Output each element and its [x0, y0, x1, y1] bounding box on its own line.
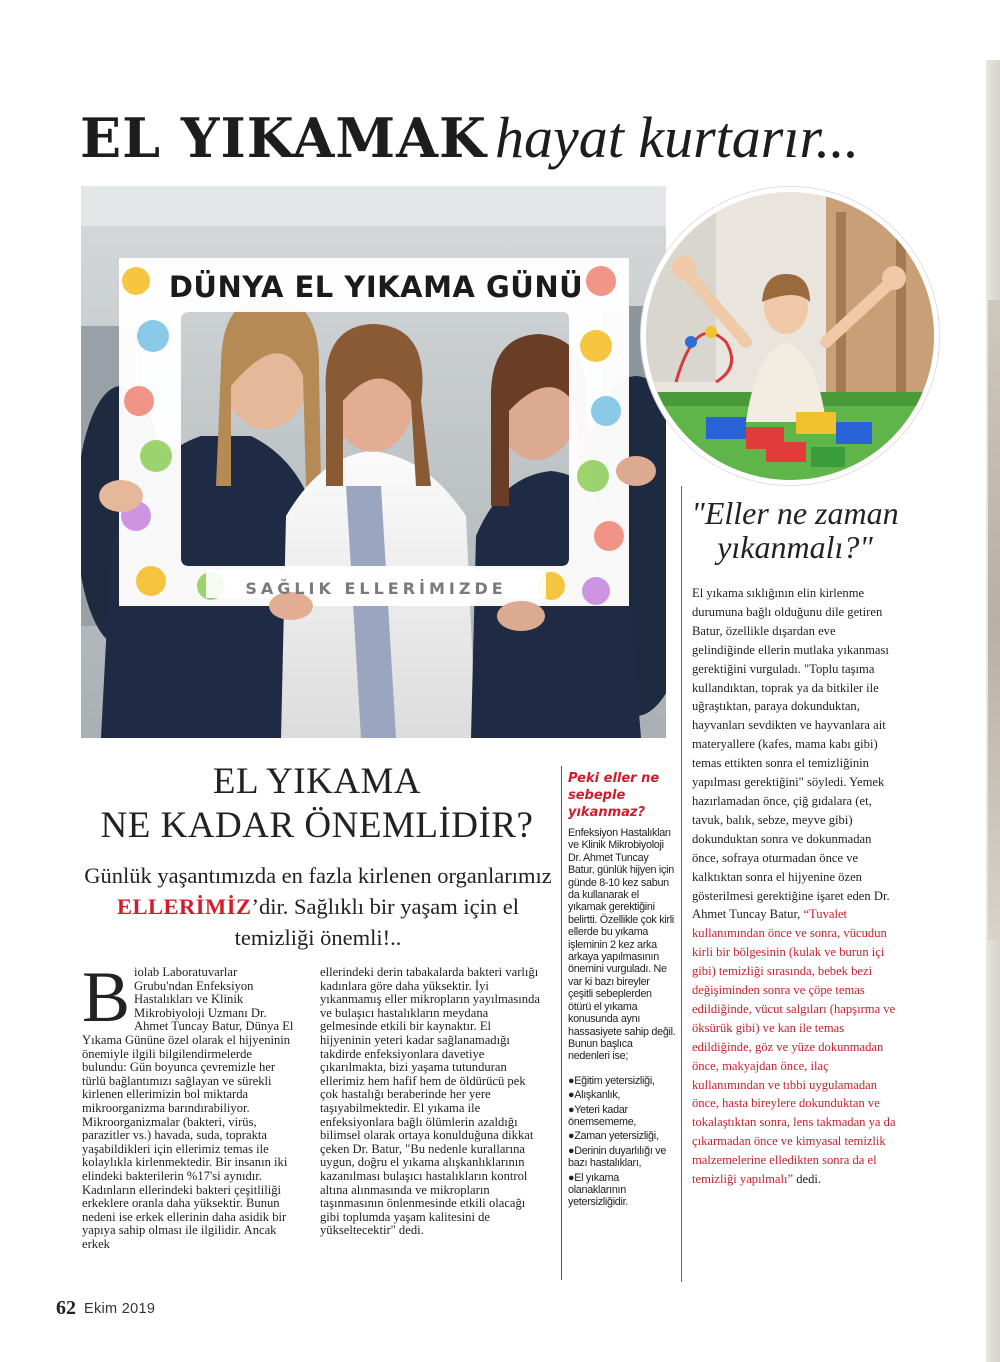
main-photo — [81, 186, 666, 738]
lead-part1: Günlük yaşantımızda en fazla kirlenen organlarımız — [84, 863, 552, 888]
list-item: ●Eğitim yetersizliği, — [568, 1074, 655, 1087]
list-item: ●El yıkama olanaklarının yetersizliğidir. — [568, 1171, 629, 1209]
drop-cap: B — [82, 957, 131, 1037]
right-column-body — [692, 584, 897, 1189]
body-column-2: ellerindeki derin tabakalarda bakteri varlığı kadınlara göre daha yüksektir. İyi yıkanmamış eller mikropların yayılmasında ve bulaşıcı hastalıkların meydana gelmesinde etkili bir kaynaktır. El hijyeninin yeteri kadar sağlanamadığı takdirde enfeksiyonlara davetiye çıkarılmakta, bizi yaşama tutunduran ellerimiz hem hafif hem de öldürücü pek çok hastalığı beraberinde her yere taşıyabilmektedir. El yıkama ile enfeksiyonlara bağlı ölümlerin azaldığı bilimsel olarak ortaya konulduğuna dikkat çeken Dr. Batur, "Bu nedenle kurallarına uygun, doğru el yıkama alışkanlıklarının kazanılması bulaşıcı hastalıkların kontrol altına alınmasında ve mikropların taşınmasının önlenmesinde etkili olacağı gibi toplumda yaşam kalitesini de yükseltecektir" dedi. — [320, 965, 540, 1238]
list-item: ●Derinin duyarlılığı ve bazı hastalıkları, — [568, 1144, 667, 1170]
section-heading-line1: EL YIKAMA — [212, 761, 422, 802]
right-column-text2: dedi. — [793, 1172, 822, 1187]
frame-top-text: DÜNYA EL YIKAMA GÜNÜ — [168, 270, 584, 304]
section-heading — [82, 760, 552, 848]
issue-date: Ekim 2019 — [84, 1301, 156, 1317]
right-column-rule — [681, 486, 682, 1282]
sidebar-title: Peki eller ne sebeple yıkanmaz? — [568, 771, 660, 820]
lead-paragraph — [82, 860, 554, 953]
headline-italic: hayat kurtarır... — [494, 105, 860, 170]
headline-bold: EL YIKAMAK — [80, 106, 487, 170]
frame-bottom-text: SAĞLIK ELLERİMIZDE — [245, 579, 507, 598]
right-column-text1: El yıkama sıklığının elin kirlenme durumuna bağlı olduğunu dile getiren Batur, özellikle dışardan eve gelindiğinde ellerin mutlaka yıkanması gerektiğini vurguladı. "Toplu taşıma kullandıktan, toprak ya da bitkiler ile uğraştıktan, paraya dokunduktan, hayvanları sevdikten ve hayvanlara ait materyallere (kafes, mama kabı gibi) temas ettikten sonra el temizliğinin yapılması gerektiğini" söyledi. Yemek hazırlamadan önce, çiğ gıdalara (et, tavuk, balık, sebze, meyve gibi) dokunduktan sonra ve dokunmadan önce, sofraya oturmadan önce ve kalktıktan sonra el hijyenine özen gösterilmesi gerektiğine işaret eden Dr. Ahmet Tuncay Batur, — [692, 586, 890, 922]
sidebar-box — [568, 770, 676, 1211]
list-item: ●Zaman yetersizliği, — [568, 1130, 659, 1143]
adjacent-page-image-edge — [988, 300, 1000, 940]
right-column-red-quote: “Tuvalet kullanımından önce ve sonra, vücudun kirli bir bölgesinin (kulak ve burun içi gibi) temizliği sırasında, bebek bezi değişiminden sonra ve çöpe temas edildiğinde, vücut salgıları (hapşırma ve öksürük gibi) ve kan ile temas edildiğinde, göz ve yüze dokunmadan önce, makyajdan önce, ilaç kullanımından ve tıbbi uygulamadan önce, hasta bireylere dokunduktan ve tokalaştıktan sonra, lens takmadan ya da çıkarmadan önce ve kimyasal temizlik malzemelerine elledikten sonra da el temizliği yapılmalı” — [692, 907, 896, 1187]
sidebar-list — [568, 1075, 676, 1209]
section-heading-line2: NE KADAR ÖNEMLİDİR? — [100, 805, 534, 846]
child-photo — [641, 187, 939, 485]
lead-highlight: ELLERİMİZ — [117, 894, 252, 919]
child-photo-illustration — [646, 192, 934, 480]
main-photo-illustration — [81, 186, 666, 738]
right-column-quote-heading: "Eller ne zaman yıkanmalı?" — [691, 495, 899, 565]
headline — [80, 104, 920, 174]
lead-part2: ’dir. Sağlıklı bir yaşam için el temizliği önemli!.. — [234, 894, 519, 950]
list-item: ●Yeteri kadar önemsememe, — [568, 1103, 637, 1128]
body-column-1-text: iolab Laboratuvarlar Grubu'ndan Enfeksiyon Hastalıkları ve Klinik Mikrobiyoloji Uzmanı Dr. Ahmet Tuncay Batur, Dünya El Yıkama Gününe özel olarak el hijyeninin önemiyle ilgili bilgilendirmelerde bulundu: Gün boyunca çevremizle her türlü bağlantımızı sağlayan ve sürekli kirlenen ellerimizin bol miktarda mikroorganizma barındırabiliyor. Mikroorganizmalar (bakteri, virüs, parazitler vs.) havada, suda, toprakta yaşabildikleri için ellerimiz temas ile kolaylıkla kirlenmektedir. Bir insanın iki elindeki bakterilerin %17'si aynıdır. Kadınların ellerindeki bakteri çeşitliliği erkeklere oranla daha yüksektir. Bunun nedeni ise erkek ellerinin daha asidik bir yapıya sahip olması ile ilgilidir. Ancak erkek — [82, 965, 294, 1251]
sidebar-rule — [561, 766, 562, 1280]
sidebar-body: Enfeksiyon Hastalıkları ve Klinik Mikrobiyoloji Dr. Ahmet Tuncay Batur, günlük hijyen için günde 8-10 kez sabun da kullanarak el yıkamak gerektiğini belirtti. Özellikle çok kirli ellerde bu yıkama işleminin 2 kez arka arkaya yapılmasının önemini vurguladı. Ne var ki bazı bireyler çeşitli sebeplerden ötürü el yıkama konusunda aynı hassasiyete sahip değil. Bunun başlıca nedenleri ise; — [568, 827, 676, 1063]
page-number: 62 — [56, 1297, 76, 1319]
list-item: ●Alışkanlık, — [568, 1089, 621, 1102]
body-column-1 — [82, 957, 294, 1286]
